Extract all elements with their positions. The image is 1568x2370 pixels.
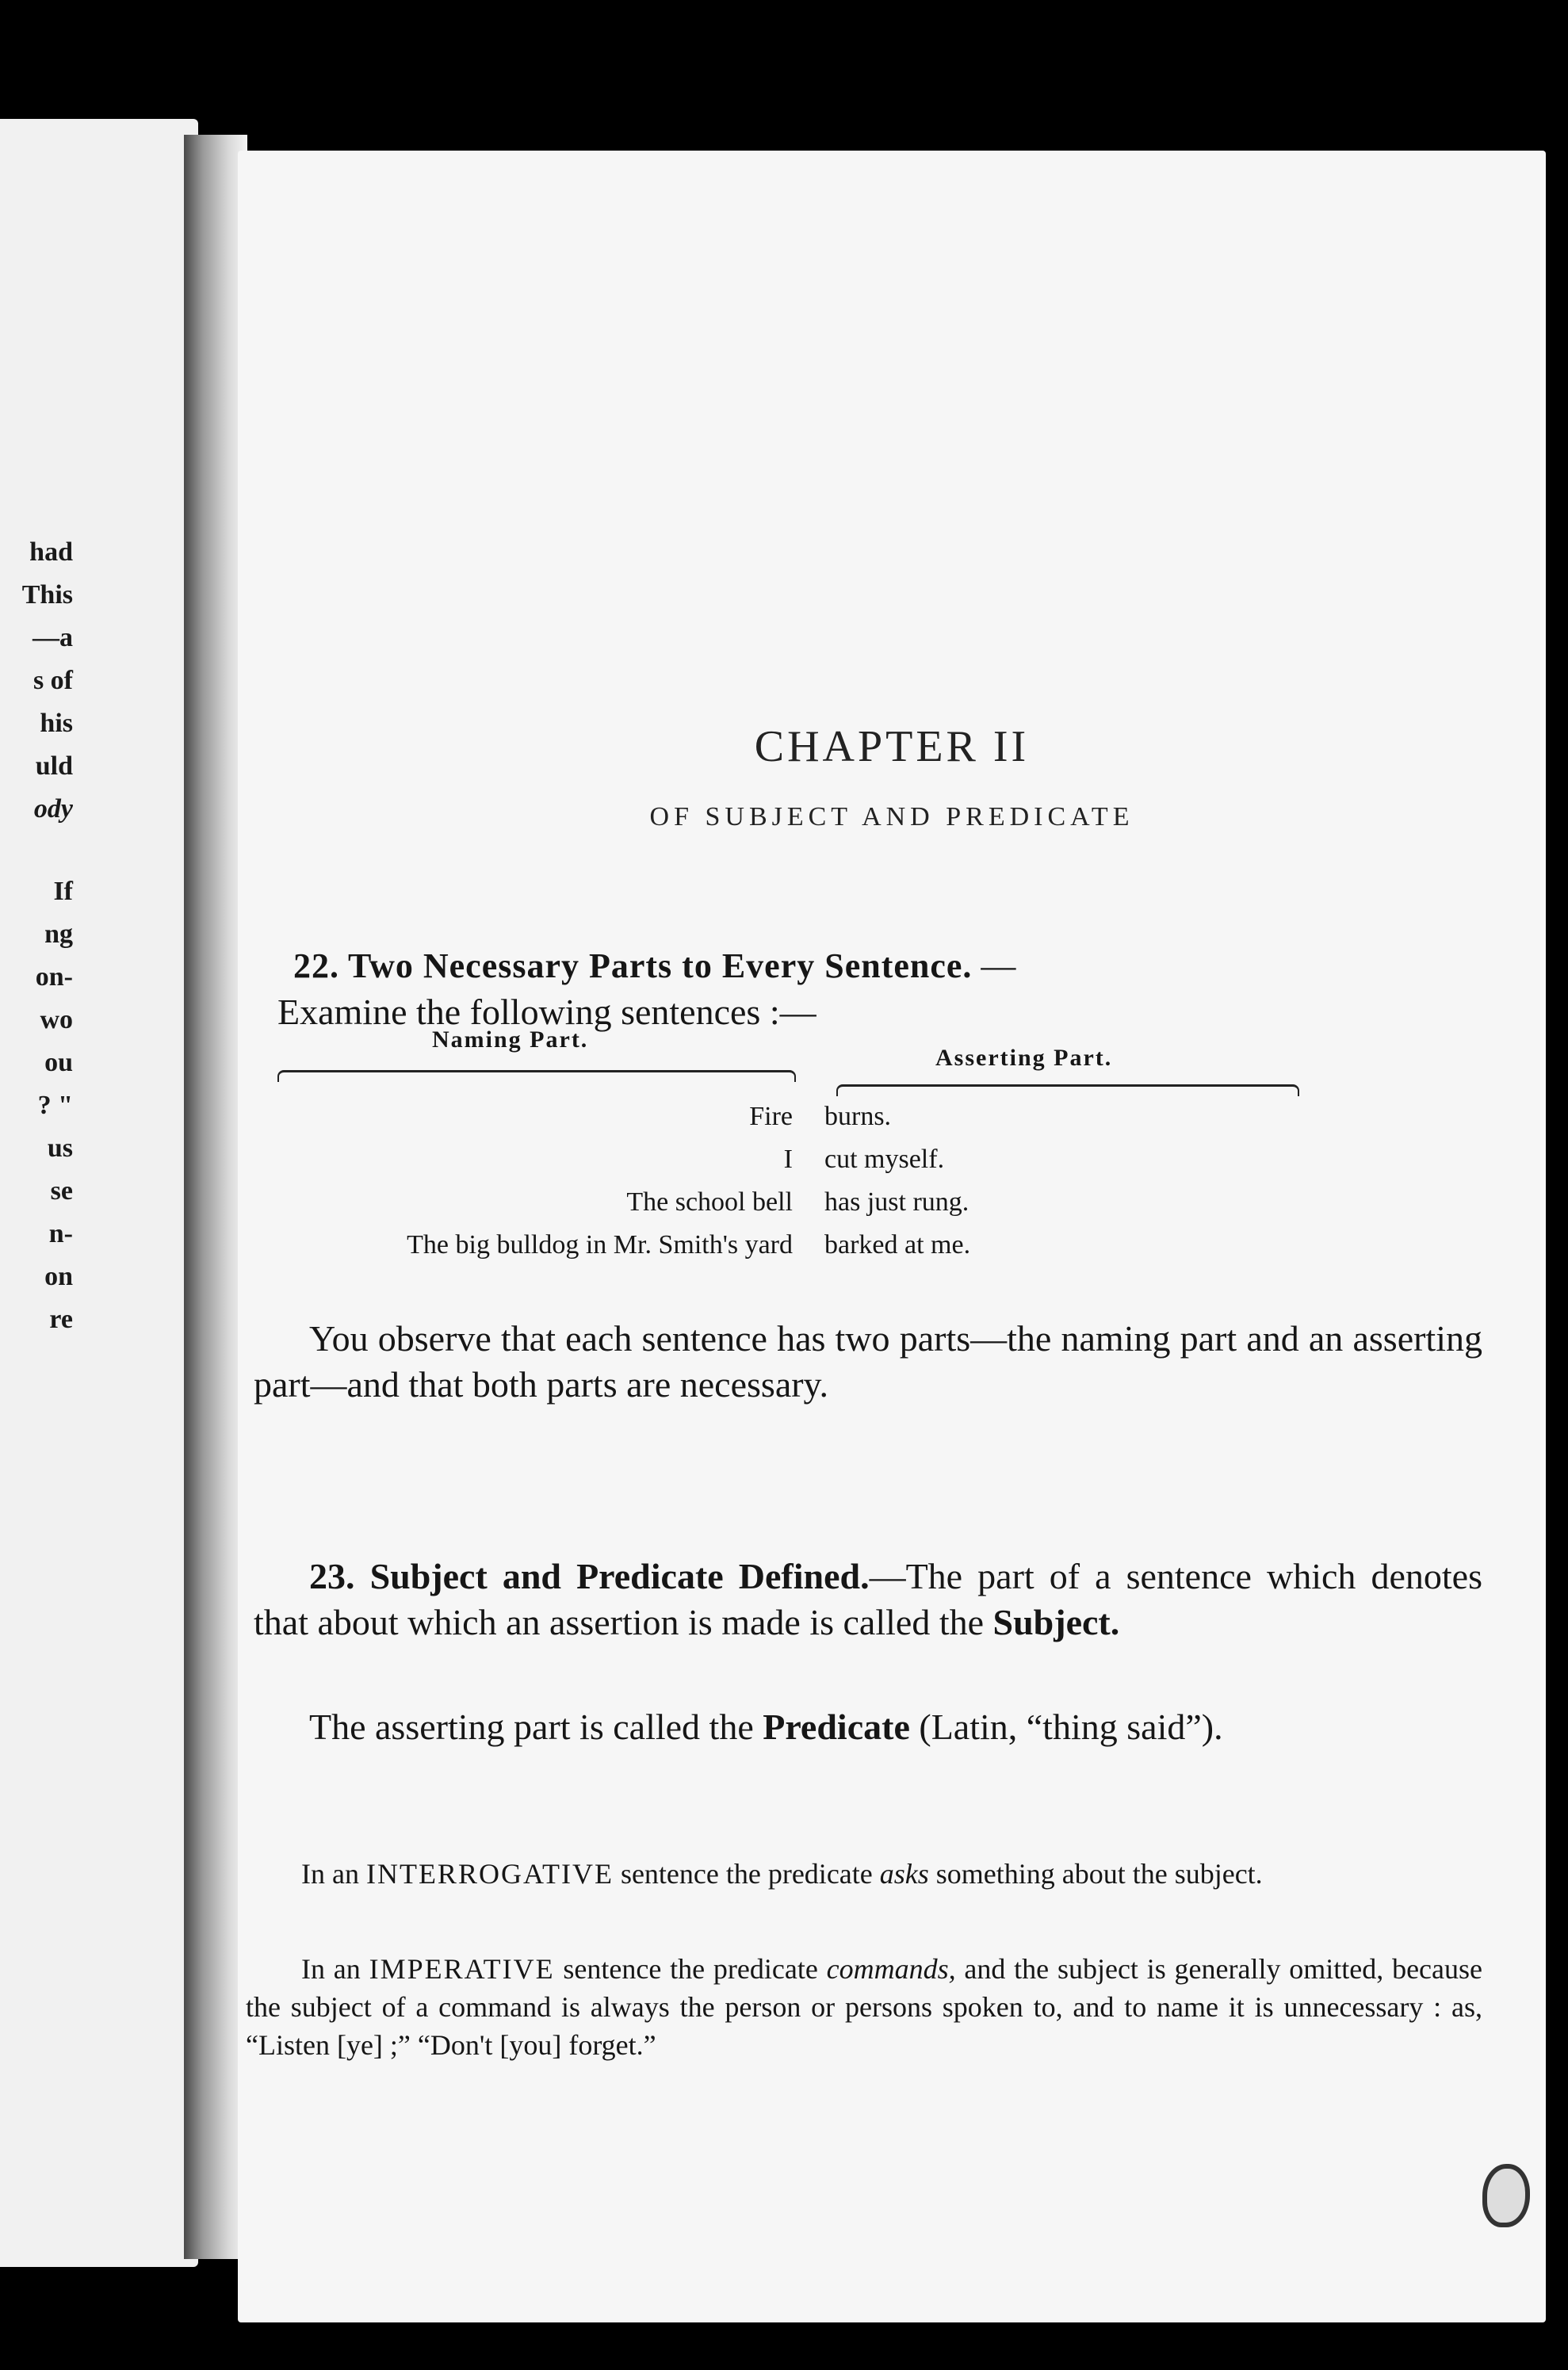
- fragment: s of: [33, 666, 73, 695]
- note-term: INTERROGATIVE: [365, 1858, 614, 1890]
- note-mid: sentence the predicate: [613, 1858, 880, 1890]
- naming-cell: I: [783, 1145, 793, 1174]
- predicate-definition-text: The asserting part is called the: [309, 1707, 763, 1747]
- fragment: se: [50, 1176, 73, 1206]
- asserting-part-header: Asserting Part.: [935, 1045, 1113, 1071]
- fragment: us: [47, 1133, 73, 1163]
- left-facing-page: [0, 119, 198, 2267]
- naming-part-header: Naming Part.: [432, 1026, 589, 1053]
- subject-term: Subject.: [992, 1602, 1120, 1642]
- asserting-brace: [836, 1084, 1299, 1096]
- section-title: Two Necessary Parts to Every Sentence.: [348, 946, 973, 985]
- fragment: uld: [35, 751, 73, 781]
- note-lead: In an: [301, 1858, 366, 1890]
- fragment: re: [49, 1305, 73, 1334]
- fragment: If: [53, 877, 73, 906]
- fragment: had: [29, 537, 73, 567]
- table-row: [238, 1187, 1546, 1229]
- fragment: n-: [48, 1219, 73, 1248]
- page-corner-mark: [1482, 2164, 1530, 2227]
- fragment: ou: [44, 1048, 73, 1077]
- observation-paragraph: You observe that each sentence has two parts—the naming part and an asserting part—and that both parts are necessary.: [254, 1318, 1482, 1405]
- note-term: IMPERATIVE: [369, 1953, 555, 1985]
- subject-definition-text: The part of a sentence which denotes that about which an assertion is made is called the: [254, 1556, 1482, 1642]
- section-number: 22.: [293, 946, 339, 985]
- note-end: something about the subject.: [928, 1858, 1263, 1890]
- predicate-latin-note: (Latin, “thing said”).: [909, 1707, 1223, 1747]
- chapter-title: CHAPTER II: [754, 722, 1030, 771]
- section-dash: —: [869, 1556, 906, 1596]
- asserting-cell: burns.: [824, 1102, 892, 1131]
- book-page: [238, 151, 1546, 2322]
- asserting-cell: barked at me.: [824, 1230, 971, 1260]
- fragment: ody: [33, 794, 73, 824]
- imperative-note: [246, 1950, 1482, 2064]
- fragment: —a: [33, 623, 73, 652]
- asserting-cell: cut myself.: [824, 1145, 945, 1174]
- section-title: Subject and Predicate Defined.: [369, 1556, 870, 1596]
- fragment: This: [21, 580, 73, 610]
- note-emphasis: asks: [879, 1858, 929, 1890]
- fragment: ng: [44, 919, 73, 949]
- table-row: [238, 1145, 1546, 1186]
- section-22-heading: [293, 943, 1498, 989]
- fragment: his: [40, 709, 73, 738]
- naming-brace: [277, 1070, 796, 1082]
- interrogative-note: [246, 1855, 1482, 1893]
- note-emphasis: commands,: [826, 1953, 956, 1985]
- naming-cell: The school bell: [626, 1187, 793, 1217]
- fragment: wo: [40, 1005, 73, 1034]
- note-end: and the subject is generally omitted, because the subject of a command is always the person or persons spoken to, and to name it is unnecessary : as, “Listen [ye] ;” “Don't [you] forget.”: [246, 1953, 1483, 2061]
- fragment: on: [44, 1262, 73, 1291]
- note-mid: sentence the predicate: [554, 1953, 827, 1985]
- left-page-text-fragments: [0, 531, 73, 1341]
- section-dash: —: [972, 946, 1016, 985]
- predicate-term: Predicate: [763, 1707, 910, 1747]
- section-22-intro: Examine the following sentences :—: [277, 992, 817, 1032]
- table-row: [238, 1230, 1546, 1271]
- chapter-subtitle: OF SUBJECT AND PREDICATE: [649, 802, 1134, 831]
- fragment: on-: [35, 962, 73, 992]
- predicate-paragraph: [254, 1704, 1482, 1750]
- asserting-cell: has just rung.: [824, 1187, 969, 1217]
- naming-cell: The big bulldog in Mr. Smith's yard: [407, 1230, 793, 1260]
- section-23-paragraph: [254, 1554, 1482, 1646]
- naming-cell: Fire: [749, 1102, 793, 1131]
- section-number: 23.: [309, 1556, 355, 1596]
- note-lead: In an: [301, 1953, 369, 1985]
- fragment: ? ": [37, 1091, 73, 1120]
- table-row: [238, 1102, 1546, 1143]
